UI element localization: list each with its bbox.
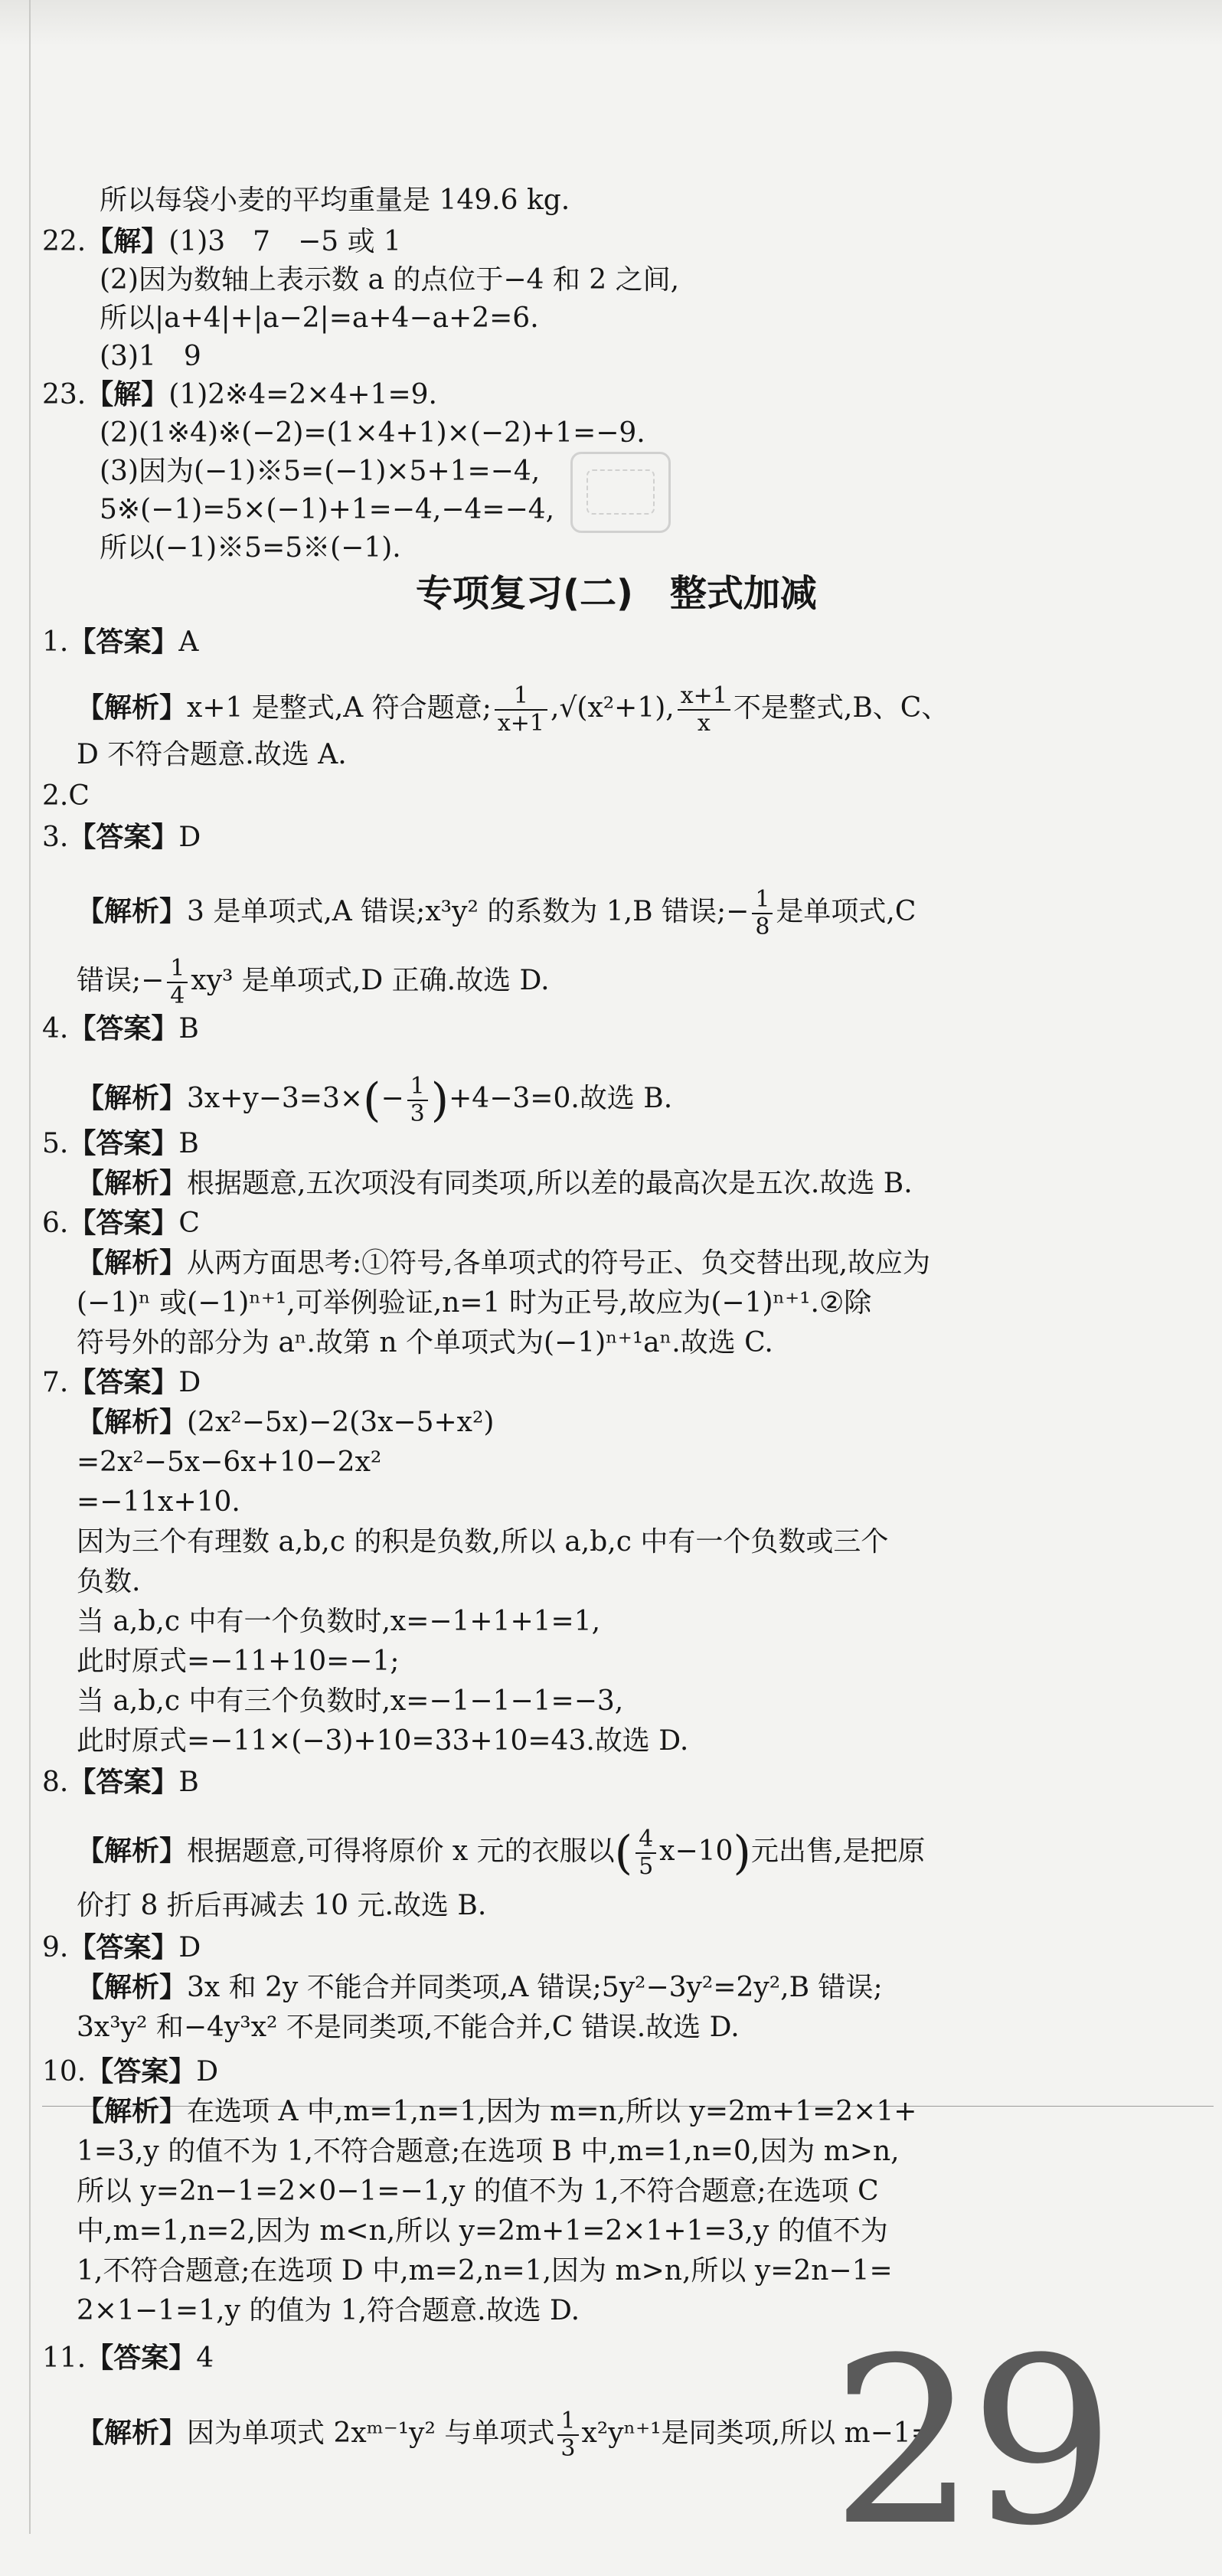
q7-analysis-5: 负数. (77, 1566, 141, 1597)
q8-analysis-cont: 价打 8 折后再减去 10 元.故选 B. (77, 1890, 487, 1921)
q6-analysis-2: (−1)ⁿ 或(−1)ⁿ⁺¹,可举例验证,n=1 时为正号,故应为(−1)ⁿ⁺¹.②除 (77, 1287, 872, 1319)
q5-answer: 5.【答案】B (42, 1128, 199, 1159)
q6-analysis-1: 【解析】从两方面思考:①符号,各单项式的符号正、负交替出现,故应为 (77, 1247, 931, 1279)
page-number: 29 (831, 2309, 1108, 2576)
q23-line5: 所以(−1)※5=5※(−1). (100, 532, 401, 564)
q4-answer: 4.【答案】B (42, 1013, 199, 1044)
q2-answer: 2.C (42, 780, 90, 812)
q1-analysis-cont: D 不符合题意.故选 A. (77, 739, 347, 770)
q3-answer: 3.【答案】D (42, 822, 201, 853)
q3-fraction-2: $\frac{1}{4}$ (167, 956, 188, 1009)
q10-analysis-6: 2×1−1=1,y 的值为 1,符合题意.故选 D. (77, 2295, 580, 2326)
q23-line3: (3)因为(−1)※5=(−1)×5+1=−4, (100, 456, 541, 487)
q7-analysis-3: =−11x+10. (77, 1486, 240, 1518)
q22-line3: 所以|a+4|+|a−2|=a+4−a+2=6. (100, 302, 539, 334)
watermark-stamp (570, 452, 671, 533)
q10-analysis-4: 中,m=1,n=2,因为 m<n,所以 y=2m+1=2×1+1=3,y 的值不为 (77, 2215, 888, 2247)
q6-analysis-3: 符号外的部分为 aⁿ.故第 n 个单项式为(−1)ⁿ⁺¹aⁿ.故选 C. (77, 1327, 773, 1358)
q22-line1: 22.【解】(1)3 7 −5 或 1 (42, 226, 401, 257)
section-title: 专项复习(二) 整式加减 (416, 572, 817, 615)
q11-answer: 11.【答案】4 (42, 2342, 214, 2374)
q7-analysis-6: 当 a,b,c 中有一个负数时,x=−1+1+1=1, (77, 1606, 601, 1637)
q10-analysis-1: 【解析】在选项 A 中,m=1,n=1,因为 m=n,所以 y=2m+1=2×1+ (77, 2096, 917, 2127)
q1-analysis: 【解析】x+1 是整式,A 符合题意; $\frac{1}{x+1}$ ,√(x²+1), $\frac{x+1}{x}$ 不是整式,B、C、 (77, 682, 949, 737)
q4-analysis: 【解析】3x+y−3=3×(− $\frac{1}{3}$ )+4−3=0.故选 B. (77, 1073, 673, 1127)
q8-analysis: 【解析】根据题意,可得将原价 x 元的衣服以( $\frac{4}{5}$ x−10)元出售,是把原 (77, 1826, 926, 1880)
q7-analysis-7: 此时原式=−11+10=−1; (77, 1646, 400, 1677)
q8-fraction: $\frac{4}{5}$ (636, 1826, 656, 1880)
q4-fraction: $\frac{1}{3}$ (407, 1074, 428, 1127)
q7-analysis-9: 此时原式=−11×(−3)+10=33+10=43.故选 D. (77, 1725, 689, 1757)
q8-answer: 8.【答案】B (42, 1767, 199, 1798)
q7-answer: 7.【答案】D (42, 1367, 201, 1398)
q7-analysis-2: =2x²−5x−6x+10−2x² (77, 1447, 382, 1478)
q9-analysis-1: 【解析】3x 和 2y 不能合并同类项,A 错误;5y²−3y²=2y²,B 错误; (77, 1972, 883, 2003)
q3-fraction-1: $\frac{1}{8}$ (752, 887, 773, 940)
line-average-weight: 所以每袋小麦的平均重量是 149.6 kg. (100, 185, 570, 216)
q9-analysis-2: 3x³y² 和−4y³x² 不是同类项,不能合并,C 错误.故选 D. (77, 2012, 740, 2043)
q7-analysis-8: 当 a,b,c 中有三个负数时,x=−1−1−1=−3, (77, 1685, 624, 1717)
q3-analysis-cont: 错误;− $\frac{1}{4}$ xy³ 是单项式,D 正确.故选 D. (77, 955, 550, 1009)
q1-answer: 1.【答案】A (42, 626, 199, 658)
q23-line1: 23.【解】(1)2※4=2×4+1=9. (42, 379, 437, 410)
q10-analysis-5: 1,不符合题意;在选项 D 中,m=2,n=1,因为 m>n,所以 y=2n−1= (77, 2255, 893, 2287)
page-top-shadow (0, 0, 1222, 46)
q6-answer: 6.【答案】C (42, 1208, 200, 1239)
q10-analysis-2: 1=3,y 的值不为 1,不符合题意;在选项 B 中,m=1,n=0,因为 m>n, (77, 2136, 900, 2167)
q23-line4: 5※(−1)=5×(−1)+1=−4,−4=−4, (100, 494, 555, 525)
q3-analysis: 【解析】3 是单项式,A 错误;x³y² 的系数为 1,B 错误;− $\frac{1}{8}$ 是单项式,C (77, 886, 916, 940)
q10-analysis-3: 所以 y=2n−1=2×0−1=−1,y 的值不为 1,不符合题意;在选项 C (77, 2176, 879, 2207)
q11-fraction: $\frac{1}{3}$ (557, 2408, 578, 2462)
q5-analysis: 【解析】根据题意,五次项没有同类项,所以差的最高次是五次.故选 B. (77, 1168, 913, 1199)
q22-line4: (3)1 9 (100, 341, 201, 372)
page-binding-edge (29, 0, 31, 2534)
q7-analysis-4: 因为三个有理数 a,b,c 的积是负数,所以 a,b,c 中有一个负数或三个 (77, 1526, 889, 1558)
q1-fraction-2: $\frac{x+1}{x}$ (678, 683, 730, 737)
q7-analysis-1: 【解析】(2x²−5x)−2(3x−5+x²) (77, 1407, 495, 1438)
q22-line2: (2)因为数轴上表示数 a 的点位于−4 和 2 之间, (100, 264, 680, 296)
q10-answer: 10.【答案】D (42, 2056, 219, 2087)
q9-answer: 9.【答案】D (42, 1932, 201, 1963)
q1-fraction-1: $\frac{1}{x+1}$ (495, 683, 547, 737)
q23-line2: (2)(1※4)※(−2)=(1×4+1)×(−2)+1=−9. (100, 417, 645, 449)
q11-analysis: 【解析】因为单项式 2xᵐ⁻¹y² 与单项式 $\frac{1}{3}$ x²yⁿ⁺¹是同类项,所以 m−1= (77, 2408, 934, 2462)
